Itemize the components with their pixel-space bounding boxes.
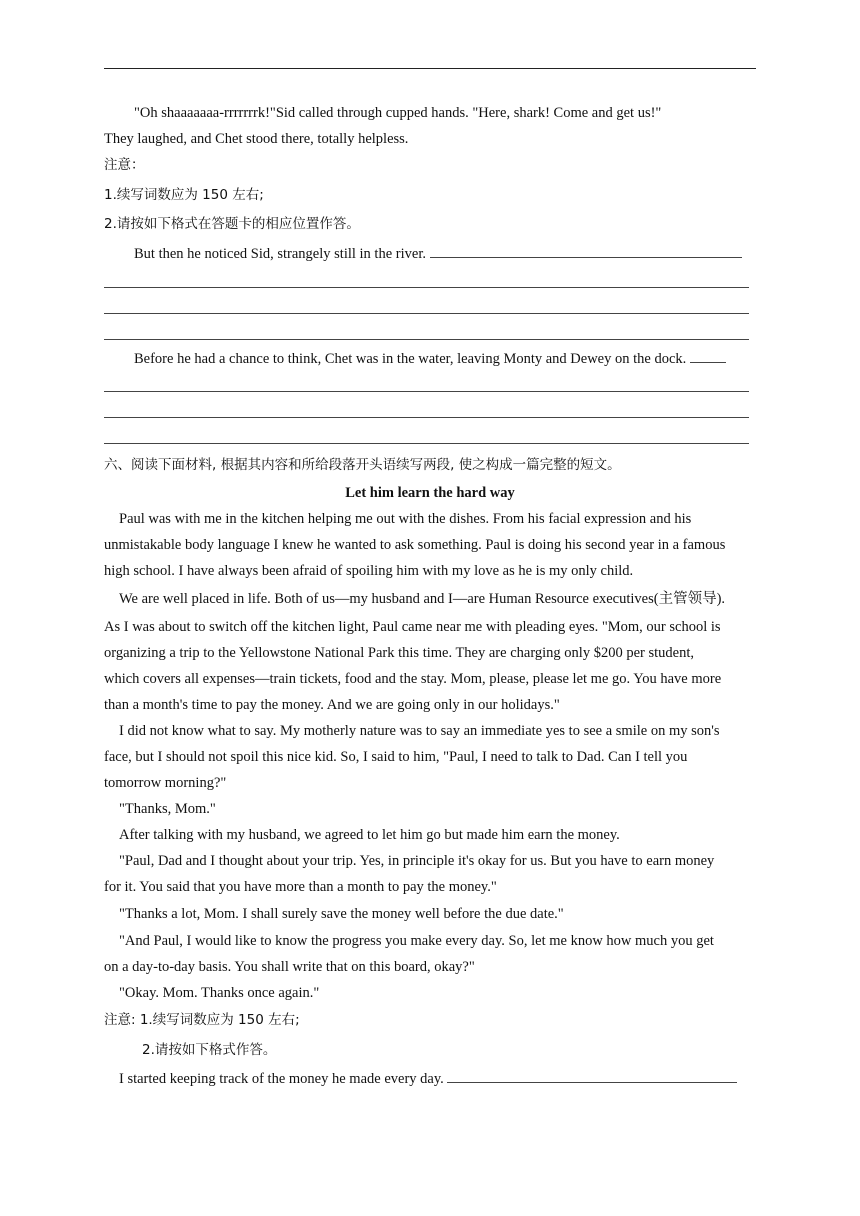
passage-line: Paul was with me in the kitchen helping me out with the dishes. From his facial expression and his: [119, 511, 692, 527]
passage-line: "Thanks, Mom.": [119, 801, 216, 817]
answer-line[interactable]: [104, 391, 749, 392]
passage-line: "Thanks a lot, Mom. I shall surely save the money well before the due date.": [119, 906, 564, 922]
note-word-count: 1.续写词数应为 150 左右;: [104, 187, 264, 203]
answer-blank-inline[interactable]: [447, 1068, 737, 1083]
passage-title: Let him learn the hard way: [345, 485, 515, 501]
prompt-3-text: I started keeping track of the money he made every day.: [119, 1071, 444, 1087]
section-six-heading: 六、阅读下面材料, 根据其内容和所给段落开头语续写两段, 使之构成一篇完整的短文。: [104, 457, 621, 473]
passage-line: "Okay. Mom. Thanks once again.": [119, 985, 320, 1001]
passage-line: on a day-to-day basis. You shall write that on this board, okay?": [104, 959, 475, 975]
passage-line: organizing a trip to the Yellowstone National Park this time. They are charging only $200 per student,: [104, 645, 694, 661]
passage-line: "And Paul, I would like to know the progress you make every day. So, let me know how much you get: [119, 933, 714, 949]
answer-blank-inline[interactable]: [690, 348, 726, 363]
note-label: 注意：: [104, 157, 145, 173]
note-word-count-2: 注意: 1.续写词数应为 150 左右;: [104, 1012, 300, 1028]
passage-line: than a month's time to pay the money. And we are going only in our holidays.": [104, 697, 560, 713]
continuation-prompt-1: [104, 241, 786, 267]
answer-line[interactable]: [104, 417, 749, 418]
passage-line: tomorrow morning?": [104, 775, 227, 791]
prompt-2-text: Before he had a chance to think, Chet was in the water, leaving Monty and Dewey on the dock.: [134, 351, 687, 367]
passage-line: high school. I have always been afraid of spoiling him with my love as he is my only child.: [104, 563, 634, 579]
answer-line[interactable]: [104, 443, 749, 444]
passage-line: I did not know what to say. My motherly nature was to say an immediate yes to see a smile on my son's: [119, 723, 720, 739]
passage-line: for it. You said that you have more than a month to pay the money.": [104, 879, 497, 895]
quote-line: "Oh shaaaaaaa-rrrrrrrk!"Sid called through cupped hands. "Here, shark! Come and get us!": [134, 105, 662, 121]
passage-line: which covers all expenses—train tickets, food and the stay. Mom, please, please let me go. You have more: [104, 671, 722, 687]
answer-line[interactable]: [104, 287, 749, 288]
passage-line: We are well placed in life. Both of us—my husband and I—are Human Resource executives(主管领导).: [119, 591, 726, 607]
laugh-line: They laughed, and Chet stood there, totally helpless.: [104, 131, 409, 147]
answer-line[interactable]: [104, 339, 749, 340]
note-format: 2.请按如下格式在答题卡的相应位置作答。: [104, 216, 360, 232]
note-format-2: 2.请按如下格式作答。: [142, 1042, 277, 1058]
passage-line: face, but I should not spoil this nice kid. So, I said to him, "Paul, I need to talk to Dad. Can I tell you: [104, 749, 688, 765]
passage-line: "Paul, Dad and I thought about your trip. Yes, in principle it's okay for us. But you have to earn money: [119, 853, 715, 869]
continuation-prompt-2: [104, 346, 786, 372]
prompt-1-text: But then he noticed Sid, strangely still in the river.: [134, 246, 426, 262]
continuation-prompt-3: [104, 1066, 771, 1092]
header-rule: [104, 68, 756, 69]
answer-blank-inline[interactable]: [430, 243, 742, 258]
passage-line: unmistakable body language I knew he wanted to ask something. Paul is doing his second year in a famous: [104, 537, 726, 553]
passage-line: After talking with my husband, we agreed to let him go but made him earn the money.: [119, 827, 620, 843]
passage-line: As I was about to switch off the kitchen light, Paul came near me with pleading eyes. "Mom, our school is: [104, 619, 721, 635]
answer-line[interactable]: [104, 313, 749, 314]
